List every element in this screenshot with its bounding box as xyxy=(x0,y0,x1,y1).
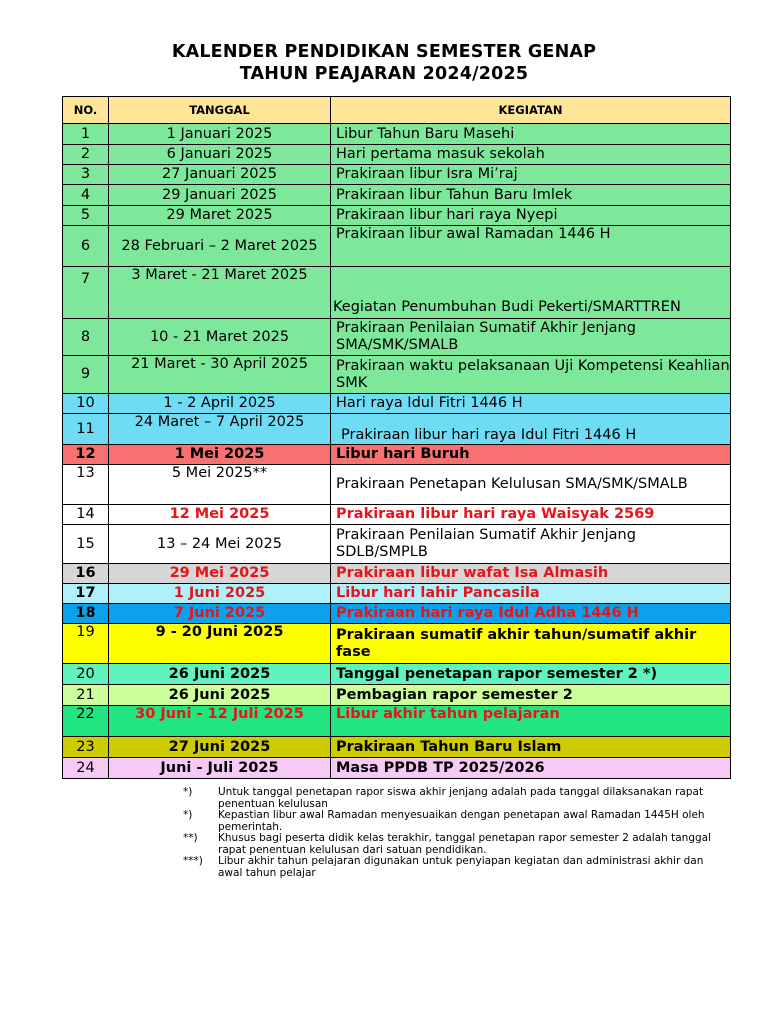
row-kegiatan: Prakiraan Tahun Baru Islam xyxy=(331,737,731,758)
table-row xyxy=(63,758,731,779)
row-kegiatan: Prakiraan libur wafat Isa Almasih xyxy=(331,564,731,584)
row-tanggal: 1 Mei 2025 xyxy=(109,445,331,465)
row-no: 10 xyxy=(63,394,109,414)
row-no: 11 xyxy=(63,414,109,445)
row-tanggal: 27 Januari 2025 xyxy=(109,165,331,185)
row-kegiatan: Libur akhir tahun pelajaran xyxy=(331,706,731,737)
page-title: KALENDER PENDIDIKAN SEMESTER GENAP xyxy=(171,42,597,62)
table-row xyxy=(63,226,731,267)
row-kegiatan: Prakiraan Penilaian Sumatif Akhir Jenjang SMA/SMK/SMALB xyxy=(331,319,731,356)
row-tanggal: 29 Maret 2025 xyxy=(109,206,331,226)
row-kegiatan: Pembagian rapor semester 2 xyxy=(331,685,731,706)
row-no: 13 xyxy=(63,465,109,505)
row-tanggal: 29 Mei 2025 xyxy=(109,564,331,584)
table-row xyxy=(63,145,731,165)
footnote-text: Untuk tanggal penetapan rapor siswa akhir jenjang adalah pada tanggal dilaksanakan rapat penentuan kelulusan xyxy=(218,786,704,810)
row-tanggal: 28 Februari – 2 Maret 2025 xyxy=(109,226,331,267)
table-row xyxy=(63,465,731,505)
table-row xyxy=(63,356,731,394)
row-no: 12 xyxy=(63,445,109,465)
table-row xyxy=(63,525,731,564)
footnote-mark: *) xyxy=(183,786,193,798)
page-subtitle: TAHUN PEAJARAN 2024/2025 xyxy=(239,64,529,84)
table-row xyxy=(63,165,731,185)
row-kegiatan: Libur hari Buruh xyxy=(331,445,731,465)
row-tanggal: 12 Mei 2025 xyxy=(109,505,331,525)
row-tanggal: 3 Maret - 21 Maret 2025 xyxy=(109,267,331,319)
row-tanggal: 10 - 21 Maret 2025 xyxy=(109,319,331,356)
table-row xyxy=(63,445,731,465)
footnote-mark: *) xyxy=(183,809,193,821)
row-no: 9 xyxy=(63,356,109,394)
table-row xyxy=(63,685,731,706)
row-tanggal: 26 Juni 2025 xyxy=(109,664,331,685)
row-no: 22 xyxy=(63,706,109,737)
row-kegiatan: Libur Tahun Baru Masehi xyxy=(331,124,731,145)
table-row xyxy=(63,737,731,758)
row-no: 15 xyxy=(63,525,109,564)
table-row xyxy=(63,706,731,737)
row-no: 2 xyxy=(63,145,109,165)
row-tanggal: 26 Juni 2025 xyxy=(109,685,331,706)
row-tanggal: 13 – 24 Mei 2025 xyxy=(109,525,331,564)
row-tanggal: 29 Januari 2025 xyxy=(109,185,331,206)
row-kegiatan: Prakiraan libur awal Ramadan 1446 H xyxy=(331,226,731,267)
footnote xyxy=(183,810,728,833)
row-kegiatan: Prakiraan sumatif akhir tahun/sumatif akhir fase xyxy=(331,624,731,664)
row-tanggal: 5 Mei 2025** xyxy=(109,465,331,505)
row-tanggal: 6 Januari 2025 xyxy=(109,145,331,165)
row-kegiatan: Prakiraan libur Tahun Baru Imlek xyxy=(331,185,731,206)
row-tanggal: 27 Juni 2025 xyxy=(109,737,331,758)
row-tanggal: 1 Januari 2025 xyxy=(109,124,331,145)
table-row xyxy=(63,604,731,624)
row-no: 20 xyxy=(63,664,109,685)
row-tanggal: 7 Juni 2025 xyxy=(109,604,331,624)
table-row xyxy=(63,584,731,604)
calendar-table xyxy=(62,96,731,779)
header-kegiatan: KEGIATAN xyxy=(331,97,731,124)
row-tanggal: 1 Juni 2025 xyxy=(109,584,331,604)
row-kegiatan: Prakiraan Penetapan Kelulusan SMA/SMK/SMALB xyxy=(331,465,731,505)
table-row xyxy=(63,664,731,685)
header-no: NO. xyxy=(63,97,109,124)
footnote xyxy=(183,856,728,879)
footnote xyxy=(183,833,728,856)
row-no: 6 xyxy=(63,226,109,267)
row-kegiatan: Libur hari lahir Pancasila xyxy=(331,584,731,604)
row-no: 24 xyxy=(63,758,109,779)
row-kegiatan: Masa PPDB TP 2025/2026 xyxy=(331,758,731,779)
row-no: 21 xyxy=(63,685,109,706)
table-header xyxy=(63,97,731,124)
row-kegiatan: Prakiraan libur hari raya Nyepi xyxy=(331,206,731,226)
row-no: 5 xyxy=(63,206,109,226)
row-no: 23 xyxy=(63,737,109,758)
row-no: 3 xyxy=(63,165,109,185)
row-no: 8 xyxy=(63,319,109,356)
row-no: 17 xyxy=(63,584,109,604)
row-no: 1 xyxy=(63,124,109,145)
row-no: 4 xyxy=(63,185,109,206)
row-tanggal: Juni - Juli 2025 xyxy=(109,758,331,779)
row-no: 19 xyxy=(63,624,109,664)
footnote-mark: ***) xyxy=(183,855,203,867)
row-tanggal: 9 - 20 Juni 2025 xyxy=(109,624,331,664)
table-row xyxy=(63,624,731,664)
row-tanggal: 21 Maret - 30 April 2025 xyxy=(109,356,331,394)
row-no: 16 xyxy=(63,564,109,584)
table-row xyxy=(63,267,731,319)
footnote-mark: **) xyxy=(183,832,198,844)
table-row xyxy=(63,414,731,445)
row-kegiatan: Hari raya Idul Fitri 1446 H xyxy=(331,394,731,414)
table-row xyxy=(63,206,731,226)
footnote xyxy=(183,787,728,810)
row-kegiatan: Prakiraan hari raya Idul Adha 1446 H xyxy=(331,604,731,624)
row-tanggal: 30 Juni - 12 Juli 2025 xyxy=(109,706,331,737)
row-kegiatan: Prakiraan libur hari raya Waisyak 2569 xyxy=(331,505,731,525)
table-row xyxy=(63,185,731,206)
footnote-text: Khusus bagi peserta didik kelas terakhir, tanggal penetapan rapor semester 2 adalah tanggal rapat penentuan kelulusan dari satuan pendidikan. xyxy=(218,832,711,856)
header-tanggal: TANGGAL xyxy=(109,97,331,124)
footnote-text: Kepastian libur awal Ramadan menyesuaikan dengan penetapan awal Ramadan 1445H oleh pemerintah. xyxy=(218,809,705,833)
row-kegiatan: Prakiraan Penilaian Sumatif Akhir Jenjang SDLB/SMPLB xyxy=(331,525,731,564)
row-kegiatan: Hari pertama masuk sekolah xyxy=(331,145,731,165)
row-kegiatan: Tanggal penetapan rapor semester 2 *) xyxy=(331,664,731,685)
row-no: 18 xyxy=(63,604,109,624)
table-row xyxy=(63,319,731,356)
row-tanggal: 1 - 2 April 2025 xyxy=(109,394,331,414)
table-row xyxy=(63,505,731,525)
row-tanggal: 24 Maret – 7 April 2025 xyxy=(109,414,331,445)
table-row xyxy=(63,394,731,414)
row-kegiatan: Prakiraan libur hari raya Idul Fitri 1446 H xyxy=(331,414,731,445)
footnote-text: Libur akhir tahun pelajaran digunakan untuk penyiapan kegiatan dan administrasi akhir dan awal tahun pelajar xyxy=(218,855,704,879)
row-kegiatan: Prakiraan waktu pelaksanaan Uji Kompetensi Keahlian SMK xyxy=(331,356,731,394)
table-row xyxy=(63,564,731,584)
row-kegiatan: Kegiatan Penumbuhan Budi Pekerti/SMARTTREN xyxy=(331,267,731,319)
row-kegiatan: Prakiraan libur Isra Mi’raj xyxy=(331,165,731,185)
row-no: 14 xyxy=(63,505,109,525)
table-row xyxy=(63,124,731,145)
row-no: 7 xyxy=(63,267,109,319)
footnotes xyxy=(183,787,728,879)
